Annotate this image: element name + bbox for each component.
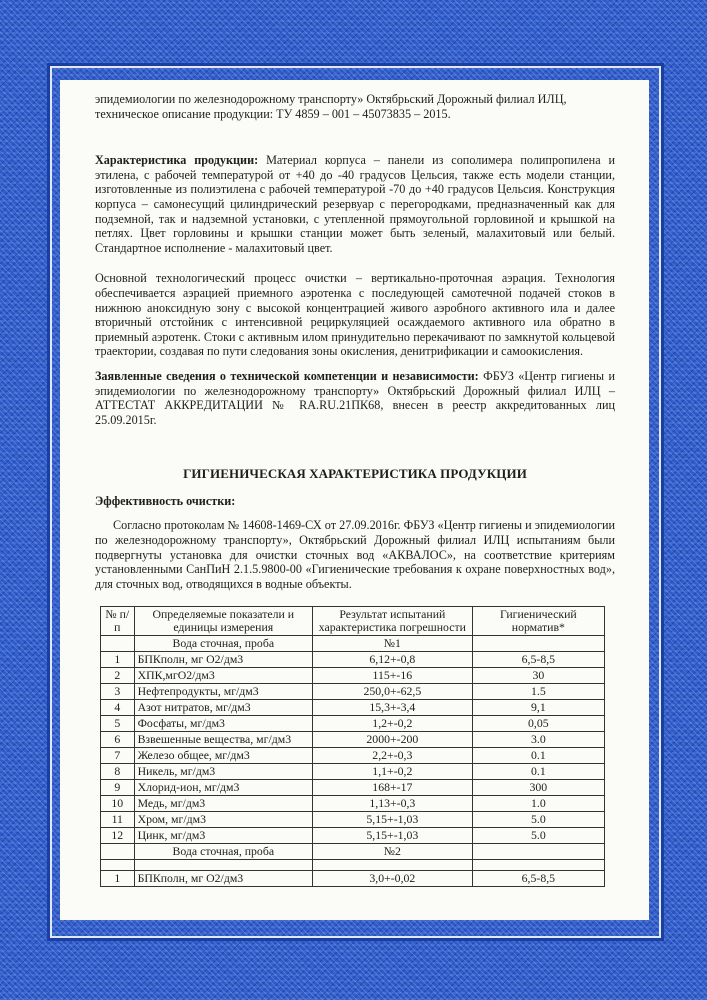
sample-row [101, 636, 605, 652]
row-number: 1 [101, 652, 135, 668]
header-norm: Гигиенический норматив* [472, 607, 604, 636]
header-num: № п/п [101, 607, 135, 636]
sample-label: Вода сточная, проба [134, 636, 312, 652]
table-header-row [101, 607, 605, 636]
competence-paragraph [95, 369, 615, 427]
table-row [101, 732, 605, 748]
table-row [101, 748, 605, 764]
row-indicator: БПКполн, мг О2/дм3 [134, 871, 312, 887]
spacer-row [101, 860, 605, 871]
row-result: 6,12+-0,8 [312, 652, 472, 668]
row-indicator: Фосфаты, мг/дм3 [134, 716, 312, 732]
row-norm: 6,5-8,5 [472, 871, 604, 887]
table-row [101, 700, 605, 716]
row-result: 250,0+-62,5 [312, 684, 472, 700]
table-row [101, 668, 605, 684]
sample-number: №1 [312, 636, 472, 652]
table-row [101, 828, 605, 844]
row-number: 1 [101, 871, 135, 887]
row-number: 11 [101, 812, 135, 828]
row-result: 1,1+-0,2 [312, 764, 472, 780]
row-norm: 0,05 [472, 716, 604, 732]
row-norm: 0.1 [472, 764, 604, 780]
row-indicator: Хром, мг/дм3 [134, 812, 312, 828]
competence-text: ФБУЗ «Центр гигиены и эпидемиологии по железнодорожному транспорту» Октябрьский Дорожный филиал ИЛЦ – АТТЕСТАТ АККРЕДИТАЦИИ № RA.RU.21ПК68, внесен в реестр аккредитованных лиц 25.09.2015г. [95, 368, 615, 427]
process-paragraph: Основной технологический процесс очистки – вертикально-проточная аэрация. Технология обеспечивается аэрацией приемного аэротенка с последующей самотечной подачей стоков в нижнюю аноксидную зону с высокой концентрацией живого аэробного активного ила и далее вторичный отстойник с интенсивной рециркуляцией осаждаемого активного ила обратно в приемный аэротенк. Стоки с активным илом принудительно перекачивают по замкнутой кольцевой траектории, создавая по пути следования зоны окисления, денитрификации и самоокисления. [95, 271, 615, 359]
row-number: 6 [101, 732, 135, 748]
row-number: 3 [101, 684, 135, 700]
row-result: 2,2+-0,3 [312, 748, 472, 764]
table-row [101, 780, 605, 796]
row-norm: 5.0 [472, 828, 604, 844]
row-result: 168+-17 [312, 780, 472, 796]
row-result: 115+-16 [312, 668, 472, 684]
sample-number: №2 [312, 844, 472, 860]
row-norm: 5.0 [472, 812, 604, 828]
row-number: 10 [101, 796, 135, 812]
hygiene-paragraph: Согласно протоколам № 14608-1469-СХ от 27.09.2016г. ФБУЗ «Центр гигиены и эпидемиологии по железнодорожному транспорту», Октябрьский Дорожный филиал ИЛЦ испытаниям были подвергнуты установка для очистки сточных вод «АКВАЛОС», на соответствие критериям установленными СанПиН 2.1.5.9800-00 «Гигиенические требования к охране поверхностных вод», для сточных вод, отводящихся в водные объекты. [95, 518, 615, 591]
row-indicator: Никель, мг/дм3 [134, 764, 312, 780]
table-row [101, 652, 605, 668]
row-norm: 6,5-8,5 [472, 652, 604, 668]
section-subtitle: Эффективность очистки: [95, 493, 236, 508]
table-row [101, 684, 605, 700]
row-number: 2 [101, 668, 135, 684]
sample-row [101, 844, 605, 860]
row-indicator: Азот нитратов, мг/дм3 [134, 700, 312, 716]
row-indicator: Медь, мг/дм3 [134, 796, 312, 812]
row-norm: 1.5 [472, 684, 604, 700]
row-indicator: Нефтепродукты, мг/дм3 [134, 684, 312, 700]
row-result: 5,15+-1,03 [312, 812, 472, 828]
row-norm: 1.0 [472, 796, 604, 812]
row-number: 4 [101, 700, 135, 716]
document-content [95, 80, 615, 591]
header-line-2: техническое описание продукции: ТУ 4859 – 001 – 45073835 – 2015. [95, 106, 451, 121]
section-title: ГИГИЕНИЧЕСКАЯ ХАРАКТЕРИСТИКА ПРОДУКЦИИ [183, 466, 527, 482]
row-indicator: Взвешенные вещества, мг/дм3 [134, 732, 312, 748]
header-result: Результат испытаний характеристика погрешности [312, 607, 472, 636]
row-number: 5 [101, 716, 135, 732]
row-result: 3,0+-0,02 [312, 871, 472, 887]
results-table [100, 606, 605, 887]
table-row [101, 796, 605, 812]
row-result: 1,2+-0,2 [312, 716, 472, 732]
row-result: 5,15+-1,03 [312, 828, 472, 844]
row-number: 12 [101, 828, 135, 844]
row-indicator: БПКполн, мг О2/дм3 [134, 652, 312, 668]
row-result: 2000+-200 [312, 732, 472, 748]
table-row [101, 871, 605, 887]
row-norm: 3.0 [472, 732, 604, 748]
sample-label: Вода сточная, проба [134, 844, 312, 860]
table-row [101, 716, 605, 732]
row-norm: 0.1 [472, 748, 604, 764]
row-indicator: Хлорид-ион, мг/дм3 [134, 780, 312, 796]
row-result: 15,3+-3,4 [312, 700, 472, 716]
header-indicator: Определяемые показатели и единицы измерения [134, 607, 312, 636]
characteristics-lead: Характеристика продукции: [95, 153, 259, 168]
row-number: 7 [101, 748, 135, 764]
row-indicator: ХПК,мгО2/дм3 [134, 668, 312, 684]
table-row [101, 812, 605, 828]
characteristics-text: Материал корпуса – панели из сополимера полипропилена и этилена, с рабочей температурой от +40 до -40 градусов Цельсия, также есть модели станции, изготовленные из полиэтилена с рабочей температурой -70 до +40 градусов Цельсия. Конструкция корпуса – самонесущий цилиндрический резервуар с перегородками, предназначенный как для подземной, так и надземной установки, с утепленной прямоугольной горловиной и крышкой на петлях. Цвет горловины и крышки станции может быть зеленый, малахитовый или белый. Стандартное исполнение - малахитовый цвет. [95, 153, 616, 255]
competence-lead: Заявленные сведения о технической компетенции и независимости: [95, 368, 479, 383]
table-row [101, 764, 605, 780]
row-number: 8 [101, 764, 135, 780]
header-line-1: эпидемиологии по железнодорожному транспорту» Октябрьский Дорожный филиал ИЛЦ, [95, 92, 567, 106]
row-indicator: Железо общее, мг/дм3 [134, 748, 312, 764]
row-norm: 9,1 [472, 700, 604, 716]
row-norm: 300 [472, 780, 604, 796]
row-result: 1,13+-0,3 [312, 796, 472, 812]
row-norm: 30 [472, 668, 604, 684]
document-page [60, 80, 649, 920]
characteristics-paragraph [95, 153, 615, 255]
row-indicator: Цинк, мг/дм3 [134, 828, 312, 844]
row-number: 9 [101, 780, 135, 796]
